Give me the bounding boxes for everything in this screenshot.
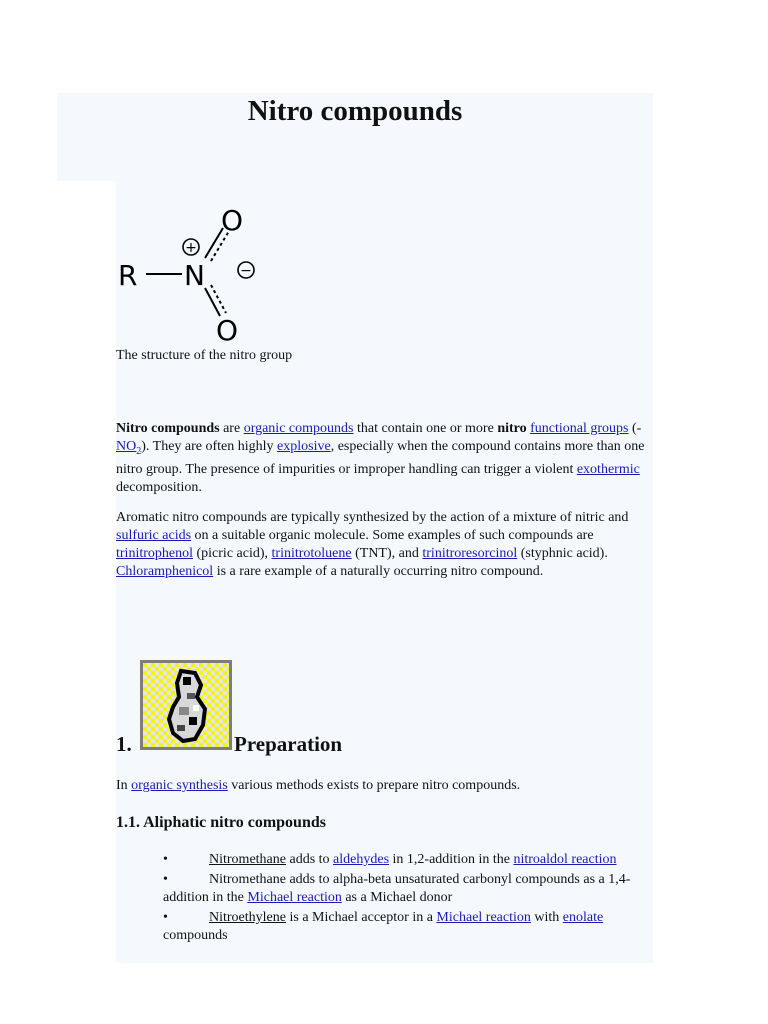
minus-charge: − bbox=[240, 263, 252, 279]
bullet: • bbox=[163, 872, 168, 887]
o-top-label: O bbox=[221, 204, 244, 237]
n-label: N bbox=[184, 259, 205, 292]
link-michael-reaction-2[interactable]: Michael reaction bbox=[436, 910, 531, 925]
list-item: • Nitroethylene is a Michael acceptor in a Michael reaction with enolate compounds bbox=[163, 910, 604, 943]
page-title: Nitro compounds bbox=[247, 95, 463, 127]
link-no2[interactable]: $NO_2$ bbox=[116, 439, 142, 457]
link-organic-compounds[interactable]: organic compounds bbox=[243, 421, 354, 436]
link-enolate[interactable]: enolate bbox=[562, 910, 604, 925]
bullet: • bbox=[163, 910, 168, 925]
r-label: R bbox=[118, 259, 138, 292]
link-michael-reaction[interactable]: Michael reaction bbox=[247, 890, 342, 905]
section-pixel-icon bbox=[140, 660, 232, 750]
link-aldehydes[interactable]: aldehydes bbox=[333, 852, 390, 867]
link-nitroaldol-reaction[interactable]: nitroaldol reaction bbox=[513, 852, 617, 867]
list-item: • Nitromethane adds to alpha-beta unsaturated carbonyl compounds as a 1,4-addition in the Michael reaction as a Michael donor bbox=[163, 872, 631, 905]
molecule-picture-icon bbox=[143, 663, 229, 747]
intro-paragraph: Nitro compounds are organic compounds that contain one or more nitro functional groups $(-NO_2)$. They are often highly explosive, especially when the compound contains more than one nitro group. The presence of impurities or improper handling can trigger a violent exothermic decomposition. bbox=[116, 421, 645, 495]
link-organic-synthesis[interactable]: organic synthesis bbox=[131, 778, 228, 793]
section-title: Preparation bbox=[234, 732, 343, 756]
list-item: • Nitromethane adds to aldehydes in 1,2-addition in the nitroaldol reaction bbox=[163, 852, 617, 867]
term-nitro-compounds: Nitro compounds bbox=[116, 421, 220, 436]
link-chloramphenicol[interactable]: Chloramphenicol bbox=[116, 564, 214, 579]
section-number: 1. bbox=[116, 732, 132, 756]
link-trinitroresorcinol[interactable]: trinitroresorcinol bbox=[422, 546, 518, 561]
link-trinitrophenol[interactable]: trinitrophenol bbox=[116, 546, 193, 561]
nitro-group-structure bbox=[116, 200, 266, 345]
o-bottom-label: O bbox=[216, 314, 239, 345]
bullet: • bbox=[163, 852, 168, 867]
plus-charge: + bbox=[185, 240, 197, 256]
link-explosive[interactable]: explosive bbox=[277, 439, 331, 454]
link-trinitrotoluene[interactable]: trinitrotoluene bbox=[271, 546, 352, 561]
term-nitro: nitro bbox=[497, 421, 527, 436]
reaction-list bbox=[163, 851, 653, 947]
figure-caption: The structure of the nitro group bbox=[116, 348, 293, 363]
link-sulfuric-acids[interactable]: sulfuric acids bbox=[116, 528, 192, 543]
preparation-paragraph: In organic synthesis various methods exists to prepare nitro compounds. bbox=[116, 778, 521, 793]
subsection-heading: 1.1. Aliphatic nitro compounds bbox=[116, 814, 326, 831]
aromatic-paragraph: Aromatic nitro compounds are typically synthesized by the action of a mixture of nitric and sulfuric acids on a suitable organic molecule. Some examples of such compounds are trinitrophenol (picric acid), trinitrotoluene (TNT), and trinitroresorcinol (styphnic acid). Chloramphenicol is a rare example of a naturally occurring nitro compound. bbox=[116, 510, 629, 579]
link-functional-groups[interactable]: functional groups bbox=[530, 421, 629, 436]
link-exothermic[interactable]: exothermic bbox=[576, 461, 640, 477]
